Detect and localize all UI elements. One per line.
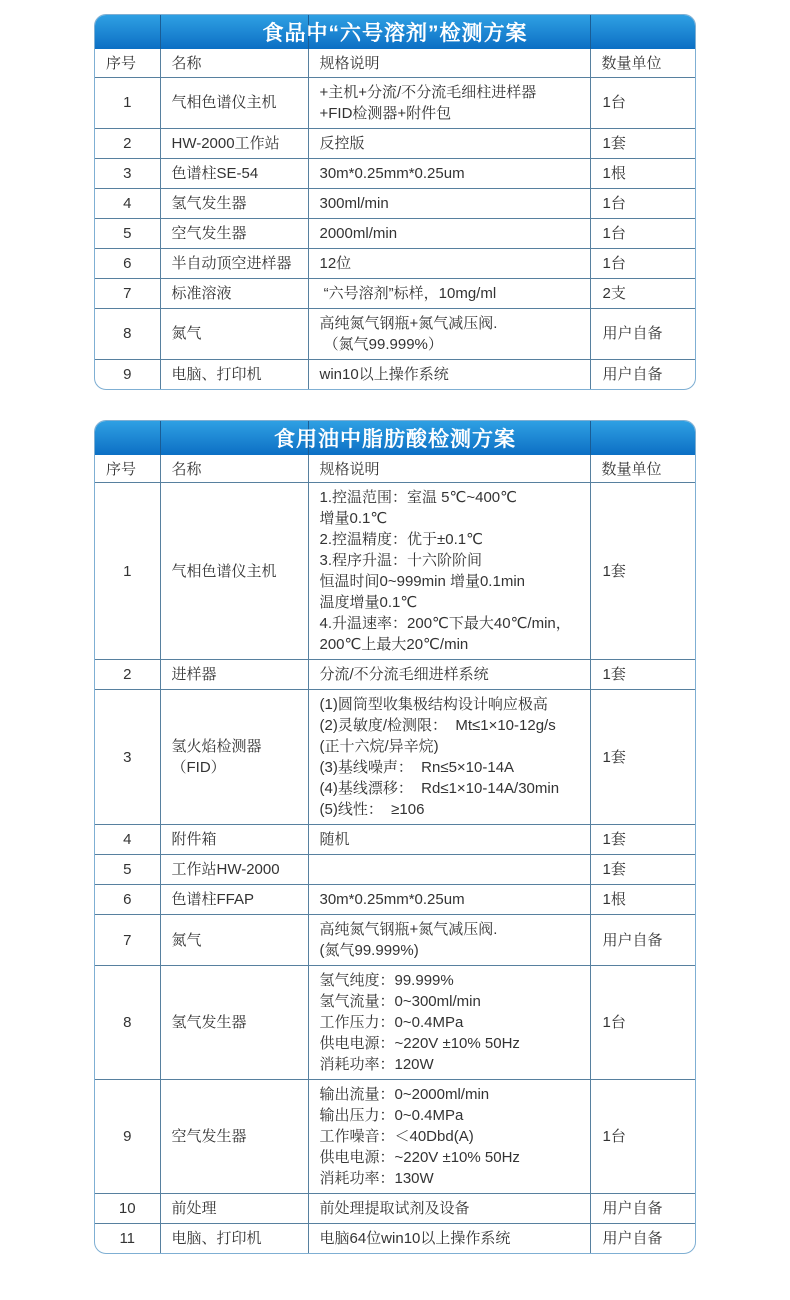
table-row — [95, 1080, 696, 1194]
spec-line: 随机 — [319, 831, 350, 848]
spec-line: +主机+分流/不分流毛细柱进样器 — [319, 83, 537, 101]
column-header-name: 名称 — [160, 455, 308, 483]
spec-line: 300ml/min — [319, 194, 389, 212]
table-row — [95, 77, 696, 128]
item-qty-cell: 1套 — [590, 825, 696, 855]
table-row — [95, 158, 696, 188]
spec-line: 电脑64位win10以上操作系统 — [319, 1230, 511, 1247]
spec-line: 供电电源：~220V ±10% 50Hz — [319, 1035, 520, 1052]
item-name-cell: 电脑、打印机 — [160, 1224, 308, 1254]
row-index-cell: 4 — [95, 188, 160, 218]
spec-line: 30m*0.25mm*0.25um — [319, 891, 465, 908]
item-spec-cell — [308, 966, 590, 1080]
item-name-cell: 色谱柱FFAP — [160, 885, 308, 915]
item-spec-cell — [308, 218, 590, 248]
column-header-no: 序号 — [95, 455, 160, 483]
item-qty-cell: 用户自备 — [590, 359, 696, 389]
item-qty-cell: 用户自备 — [590, 308, 696, 359]
table-row — [95, 885, 696, 915]
item-name-cell: 氢气发生器 — [160, 966, 308, 1080]
spec-line: （氮气99.999%） — [319, 335, 443, 353]
item-spec-cell — [308, 855, 590, 885]
row-index-cell: 2 — [95, 128, 160, 158]
spec-line: 2000ml/min — [319, 224, 398, 242]
table-row — [95, 248, 696, 278]
spec-line: 4.升温速率：200℃下最大40℃/min， — [319, 615, 571, 632]
item-spec-cell — [308, 188, 590, 218]
spec-line: 供电电源：~220V ±10% 50Hz — [319, 1149, 520, 1166]
spec-line: (5)线性： ≥106 — [319, 801, 425, 818]
item-spec-cell — [308, 1224, 590, 1254]
band-column-divider — [590, 421, 591, 455]
row-index-cell: 9 — [95, 359, 160, 389]
column-header-qty: 数量单位 — [590, 455, 696, 483]
spec-line: 高纯氮气钢瓶+氮气减压阀. — [319, 314, 498, 332]
row-index-cell: 6 — [95, 248, 160, 278]
item-qty-cell: 用户自备 — [590, 1194, 696, 1224]
table-title: 食品中“六号溶剂”检测方案 — [262, 22, 528, 45]
item-name-cell: 电脑、打印机 — [160, 359, 308, 389]
row-index-cell: 10 — [95, 1194, 160, 1224]
item-qty-cell: 1台 — [590, 77, 696, 128]
item-qty-cell: 1套 — [590, 855, 696, 885]
spec-line: (氮气99.999%) — [319, 942, 419, 959]
table-title-band — [95, 15, 695, 49]
item-qty-cell: 1台 — [590, 188, 696, 218]
spec-line: 3.程序升温：十六阶阶间 — [319, 552, 483, 569]
spec-line: 200℃上最大20℃/min — [319, 636, 469, 653]
spec-line: 2.控温精度：优于±0.1℃ — [319, 531, 483, 548]
item-qty-cell: 1套 — [590, 128, 696, 158]
row-index-cell: 6 — [95, 885, 160, 915]
item-spec-cell — [308, 158, 590, 188]
row-index-cell: 1 — [95, 77, 160, 128]
fatty-acid-detection-table — [94, 420, 696, 1255]
column-header-name: 名称 — [160, 49, 308, 77]
spec-line: 温度增量0.1℃ — [319, 594, 418, 611]
column-header-qty: 数量单位 — [590, 49, 696, 77]
table-row — [95, 1224, 696, 1254]
item-spec-cell — [308, 660, 590, 690]
item-spec-cell — [308, 308, 590, 359]
item-spec-cell — [308, 248, 590, 278]
row-index-cell: 8 — [95, 308, 160, 359]
item-name-cell: 半自动顶空进样器 — [160, 248, 308, 278]
band-column-divider — [160, 421, 161, 455]
spec-line: 氢气纯度：99.999% — [319, 972, 454, 989]
item-qty-cell: 1套 — [590, 483, 696, 660]
item-name-cell: 前处理 — [160, 1194, 308, 1224]
table-row — [95, 915, 696, 966]
item-spec-cell — [308, 483, 590, 660]
item-name-cell: 进样器 — [160, 660, 308, 690]
row-index-cell: 5 — [95, 218, 160, 248]
spec-line: (正十六烷/异辛烷) — [319, 738, 439, 755]
row-index-cell: 9 — [95, 1080, 160, 1194]
item-qty-cell: 用户自备 — [590, 1224, 696, 1254]
table-body — [95, 483, 696, 1254]
table-row — [95, 188, 696, 218]
item-spec-cell — [308, 690, 590, 825]
column-header-no: 序号 — [95, 49, 160, 77]
spec-table — [95, 455, 696, 1254]
table-row — [95, 278, 696, 308]
table-row — [95, 128, 696, 158]
header-row — [95, 455, 696, 483]
item-name-cell: 氮气 — [160, 915, 308, 966]
item-qty-cell: 2支 — [590, 278, 696, 308]
item-qty-cell: 1台 — [590, 1080, 696, 1194]
spec-line: 消耗功率：120W — [319, 1056, 434, 1073]
item-name-cell: 氢火焰检测器（FID） — [160, 690, 308, 825]
item-name-cell: 工作站HW-2000 — [160, 855, 308, 885]
table-row — [95, 660, 696, 690]
item-spec-cell — [308, 128, 590, 158]
spec-line: 1.控温范围：室温 5℃~400℃ — [319, 489, 517, 506]
spec-line: 分流/不分流毛细进样系统 — [319, 666, 489, 683]
table-row — [95, 308, 696, 359]
row-index-cell: 7 — [95, 915, 160, 966]
spec-line: (1)圆筒型收集极结构设计响应极高 — [319, 696, 548, 713]
spec-line: 高纯氮气钢瓶+氮气减压阀. — [319, 921, 498, 938]
item-spec-cell — [308, 1080, 590, 1194]
table-row — [95, 825, 696, 855]
row-index-cell: 7 — [95, 278, 160, 308]
table-body — [95, 77, 696, 389]
item-qty-cell: 1套 — [590, 690, 696, 825]
item-name-cell: 附件箱 — [160, 825, 308, 855]
row-index-cell: 8 — [95, 966, 160, 1080]
spec-line: 12位 — [319, 254, 352, 272]
item-name-cell: 色谱柱SE-54 — [160, 158, 308, 188]
item-qty-cell: 1台 — [590, 966, 696, 1080]
spec-line: “六号溶剂”标样，10mg/ml — [319, 284, 497, 302]
spec-line: 增量0.1℃ — [319, 510, 388, 527]
item-name-cell: 空气发生器 — [160, 218, 308, 248]
table-row — [95, 483, 696, 660]
item-qty-cell: 用户自备 — [590, 915, 696, 966]
column-header-spec: 规格说明 — [308, 455, 590, 483]
row-index-cell: 5 — [95, 855, 160, 885]
table-row — [95, 966, 696, 1080]
spec-line: 输出流量：0~2000ml/min — [319, 1086, 490, 1103]
row-index-cell: 2 — [95, 660, 160, 690]
column-header-spec: 规格说明 — [308, 49, 590, 77]
solvent-detection-table — [94, 14, 696, 390]
row-index-cell: 1 — [95, 483, 160, 660]
spec-line: (4)基线漂移： Rd≤1×10-14A/30min — [319, 780, 560, 797]
item-spec-cell — [308, 885, 590, 915]
item-spec-cell — [308, 825, 590, 855]
item-name-cell: 氮气 — [160, 308, 308, 359]
item-spec-cell — [308, 77, 590, 128]
spec-line: win10以上操作系统 — [319, 365, 449, 383]
spec-line: 消耗功率：130W — [319, 1170, 434, 1187]
item-qty-cell: 1台 — [590, 218, 696, 248]
band-column-divider — [590, 15, 591, 49]
table-row — [95, 690, 696, 825]
item-name-cell: 气相色谱仪主机 — [160, 483, 308, 660]
table-row — [95, 218, 696, 248]
item-qty-cell: 1台 — [590, 248, 696, 278]
spec-line: 输出压力：0~0.4MPa — [319, 1107, 464, 1124]
spec-line: 前处理提取试剂及设备 — [319, 1200, 470, 1217]
spec-table — [95, 49, 696, 389]
spec-line: 氢气流量：0~300ml/min — [319, 993, 481, 1010]
row-index-cell: 3 — [95, 158, 160, 188]
row-index-cell: 11 — [95, 1224, 160, 1254]
table-title: 食用油中脂肪酸检测方案 — [274, 427, 516, 451]
table-row — [95, 359, 696, 389]
spec-line: 30m*0.25mm*0.25um — [319, 164, 465, 182]
spec-line: 工作噪音：＜40Dbd(A) — [319, 1128, 474, 1145]
spec-line: (2)灵敏度/检测限： Mt≤1×10-12g/s — [319, 717, 556, 734]
spec-line: (3)基线噪声： Rn≤5×10-14A — [319, 759, 515, 776]
band-column-divider — [160, 15, 161, 49]
row-index-cell: 3 — [95, 690, 160, 825]
item-qty-cell: 1套 — [590, 660, 696, 690]
item-name-cell: 标准溶液 — [160, 278, 308, 308]
spec-line: 恒温时间0~999min 增量0.1min — [319, 573, 525, 590]
spec-line: 反控版 — [319, 134, 365, 152]
item-name-cell: HW-2000工作站 — [160, 128, 308, 158]
table-row — [95, 855, 696, 885]
item-spec-cell — [308, 359, 590, 389]
table-row — [95, 1194, 696, 1224]
item-name-cell: 气相色谱仪主机 — [160, 77, 308, 128]
item-spec-cell — [308, 1194, 590, 1224]
item-spec-cell — [308, 278, 590, 308]
spec-line: 工作压力：0~0.4MPa — [319, 1014, 464, 1031]
row-index-cell: 4 — [95, 825, 160, 855]
item-spec-cell — [308, 915, 590, 966]
item-name-cell: 氢气发生器 — [160, 188, 308, 218]
table-title-band — [95, 421, 695, 455]
item-qty-cell: 1根 — [590, 885, 696, 915]
item-qty-cell: 1根 — [590, 158, 696, 188]
item-name-cell: 空气发生器 — [160, 1080, 308, 1194]
header-row — [95, 49, 696, 77]
spec-line: +FID检测器+附件包 — [319, 104, 452, 122]
